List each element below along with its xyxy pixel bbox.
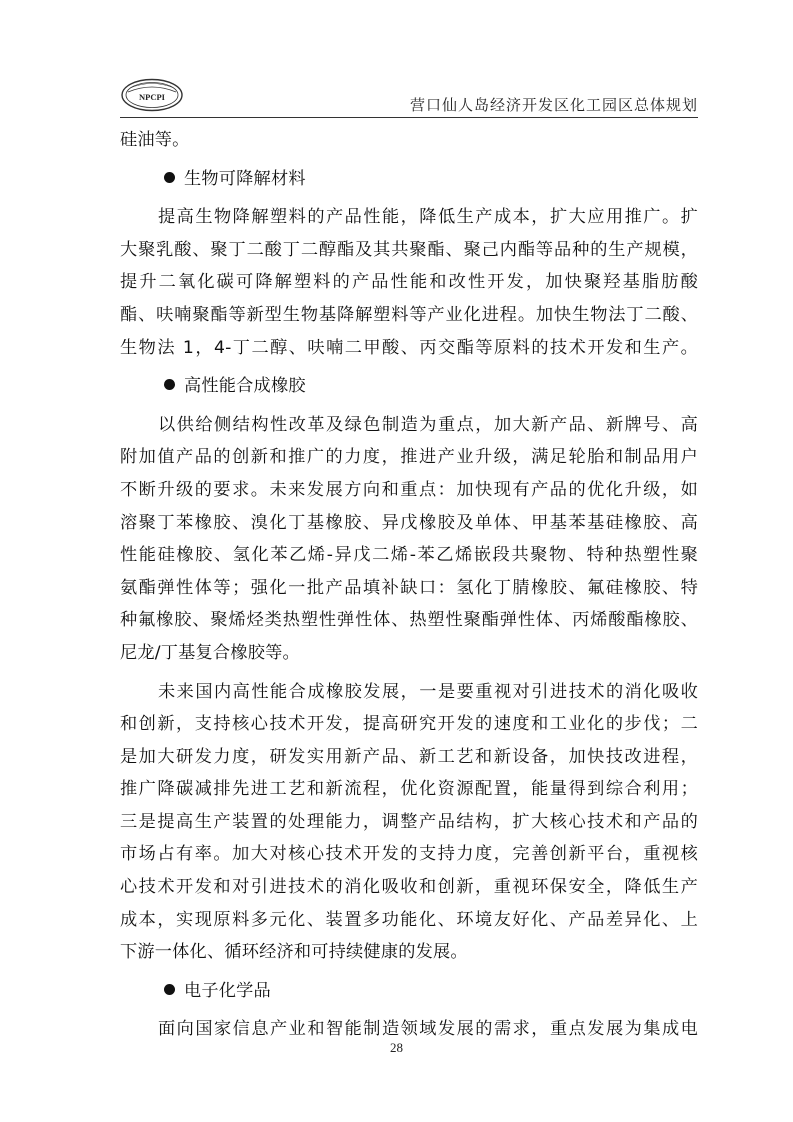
paragraph-line: 三是提高生产装置的处理能力，调整产品结构，扩大核心技术和产品的: [120, 811, 698, 832]
npcpi-logo: [120, 78, 184, 112]
bullet-heading-text: 生物可降解材料: [184, 168, 306, 189]
text-line: 硅油等。: [120, 130, 190, 150]
paragraph-line: 酯、呋喃聚酯等新型生物基降解塑料等产业化进程。加快生物法丁二酸、: [120, 304, 698, 325]
paragraph-line: 不断升级的要求。未来发展方向和重点：加快现有产品的优化升级，如: [120, 479, 698, 500]
page-header: [120, 78, 698, 116]
paragraph-line: 和创新，支持核心技术开发，提高研究开发的速度和工业化的步伐；二: [120, 714, 698, 735]
paragraph-line: 是加大研发力度，研发实用新产品、新工艺和新设备，加快技改进程，: [120, 746, 698, 767]
paragraph-line: 尼龙/丁基复合橡胶等。: [120, 642, 300, 663]
bullet-heading-rubber: [120, 370, 698, 403]
bullet-dot-icon: [164, 172, 175, 183]
paragraph-line: 附加值产品的创新和推广的力度，推进产业升级，满足轮胎和制品用户: [120, 447, 698, 468]
paragraph-line: 氨酯弹性体等；强化一批产品填补缺口：氢化丁腈橡胶、氟硅橡胶、特: [120, 577, 698, 598]
page-body: [120, 124, 698, 1046]
header-divider: [120, 117, 698, 118]
document-title: 营口仙人岛经济开发区化工园区总体规划: [409, 98, 698, 114]
paragraph-line: 提升二氧化碳可降解塑料的产品性能和改性开发，加快聚羟基脂肪酸: [120, 272, 698, 293]
logo-text: NPCPI: [139, 92, 165, 102]
paragraph-line: 市场占有率。加大对核心技术开发的支持力度，完善创新平台，重视核: [120, 844, 698, 865]
paragraph-line: 性能硅橡胶、氢化苯乙烯-异戊二烯-苯乙烯嵌段共聚物、特种热塑性聚: [120, 545, 698, 566]
bullet-dot-icon: [164, 379, 175, 390]
paragraph-line: 提高生物降解塑料的产品性能，降低生产成本，扩大应用推广。扩: [158, 207, 698, 228]
bullet-heading-biodegradable: [120, 163, 698, 196]
paragraph-line: 种氟橡胶、聚烯烃类热塑性弹性体、热塑性聚酯弹性体、丙烯酸酯橡胶、: [120, 610, 698, 631]
bullet-heading-text: 高性能合成橡胶: [184, 376, 306, 397]
page-number: 28: [390, 1040, 403, 1055]
bullet-heading-text: 电子化学品: [184, 980, 271, 1001]
paragraph-line: 推广降碳减排先进工艺和新流程，优化资源配置，能量得到综合利用；: [120, 779, 698, 800]
paragraph-line: 以供给侧结构性改革及绿色制造为重点，加大新产品、新牌号、高: [158, 414, 698, 435]
paragraph-line: 未来国内高性能合成橡胶发展，一是要重视对引进技术的消化吸收: [158, 681, 698, 702]
paragraph-line: 成本，实现原料多元化、装置多功能化、环境友好化、产品差异化、上: [120, 909, 698, 930]
bullet-heading-electronic: [120, 975, 698, 1008]
paragraph-line: 大聚乳酸、聚丁二酸丁二醇酯及其共聚酯、聚己内酯等品种的生产规模，: [120, 239, 698, 260]
paragraph-line: 生物法 1，4-丁二醇、呋喃二甲酸、丙交酯等原料的技术开发和生产。: [120, 337, 698, 358]
paragraph-line: 面向国家信息产业和智能制造领域发展的需求，重点发展为集成电: [158, 1019, 698, 1040]
paragraph-line: 溶聚丁苯橡胶、溴化丁基橡胶、异戊橡胶及单体、甲基苯基硅橡胶、高: [120, 512, 698, 533]
paragraph-line: 下游一体化、循环经济和可持续健康的发展。: [120, 942, 468, 963]
bullet-dot-icon: [164, 984, 175, 995]
paragraph-line: 心技术开发和对引进技术的消化吸收和创新，重视环保安全，降低生产: [120, 877, 698, 898]
